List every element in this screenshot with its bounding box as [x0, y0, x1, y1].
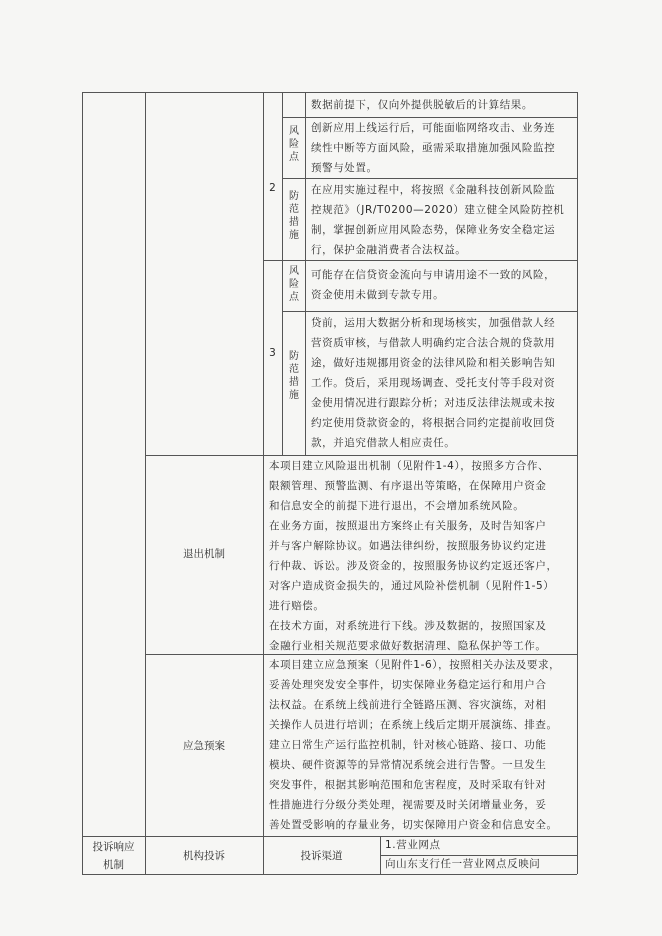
row-sep-7	[82, 836, 577, 837]
item2-measure-label: 防范措施	[289, 191, 299, 241]
complaint-label: 投诉响应 机制	[92, 841, 135, 871]
item3-measure-text: 贷前，运用大数据分析和现场核实，加强借款人经 营资质审核，与借款人明确约定合法合规的贷款用 途，做好违规挪用资金的法律风险和相关影响告知 工作。贷后，采用现场调查、受托支付等手段对资 金使用情况进行跟踪分析；对违反法律法规或未按 约定使用贷款资金的，将根据合同约定提前收回贷 款，并追究借款人相应责任。	[311, 317, 556, 449]
col-sep-a	[145, 92, 146, 874]
item2-measure-text: 在应用实施过程中，将按照《金融科技创新风险监 控规范》（JR/T0200—2020）建立健全风险防控机 制，掌握创新应用风险态势，保障业务安全稳定运 行，保护金融消费者合法权益。	[311, 184, 565, 256]
complaint-channel-desc: 向山东支行任一营业网点反映问	[385, 858, 541, 870]
item2-risk-text: 创新应用上线运行后，可能面临网络攻击、业务连 续性中断等方面风险，亟需采取措施加强风险监控 预警与处置。	[311, 122, 556, 174]
exit-label: 退出机制	[183, 548, 225, 560]
emergency-text: 本项目建立应急预案（见附件1-6），按照相关办法及要求， 妥善处理突发安全事件，切实保障业务稳定运行和用户合 法权益。在系统上线前进行全链路压测、容灾演练，对相 关操作人员进行培训；在系统上线后定期开展演练、排查。 建立日常生产运行监控机制，针对核心链路、接口、功能 模块、硬件资源等的异常情况系统会进行告警。一旦发生 突发事件，根据其影响范围和危害程度，及时采取有针对 性措施进行分级分类处理，视需要及时关闭增量业务，妥 善处置受影响的存量业务，切实保障用户资金和信息安全。	[269, 659, 561, 831]
complaint-channel: 投诉渠道	[300, 850, 343, 862]
emergency-label: 应急预案	[183, 740, 225, 752]
row-sep-2	[282, 178, 577, 179]
item2-number: 2	[269, 182, 276, 194]
row1-text: 数据前提下，仅向外提供脱敏后的计算结果。	[311, 99, 533, 111]
exit-col-sep	[263, 455, 264, 836]
item3-measure-label: 防范措施	[289, 351, 299, 401]
exit-text: 本项目建立风险退出机制（见附件1-4），按照多方合作、 限额管理、预警监测、有序退出等策略，在保障用户资金 和信息安全的前提下进行退出，不会增加系统风险。 在业务方面，按照退出方案终止有关服务，及时告知客户 并与客户解除协议。如遇法律纠纷，按照服务协议约定进 行仲裁、诉讼。涉及资金的，按照服务协议约定返还客户， 对客户造成资金损失的，通过风险补偿机制（见附件1-5） 进行赔偿。 在技术方面，对系统进行下线。涉及数据的，按照国家及 金融行业相关规范要求做好数据清理、隐私保护等工作。	[269, 460, 558, 652]
item3-risk-text: 可能存在信贷资金流向与申请用途不一致的风险， 资金使用未做到专款专用。	[311, 269, 556, 301]
row-sep-3	[263, 260, 577, 261]
table-border-left	[82, 92, 83, 874]
item3-number: 3	[269, 347, 276, 359]
col-sep-c	[282, 92, 283, 455]
complaint-channel-item: 1.营业网点	[385, 839, 441, 851]
item2-risk-label: 风险点	[289, 126, 299, 163]
table-border-bottom	[82, 874, 577, 875]
col-sep-d	[305, 92, 306, 455]
col-sep-b	[263, 92, 264, 455]
table-border-top	[82, 92, 577, 93]
item3-risk-label: 风险点	[289, 266, 299, 303]
table-border-right	[577, 92, 578, 874]
complaint-institution: 机构投诉	[183, 850, 225, 862]
row-sep-4	[282, 311, 577, 312]
